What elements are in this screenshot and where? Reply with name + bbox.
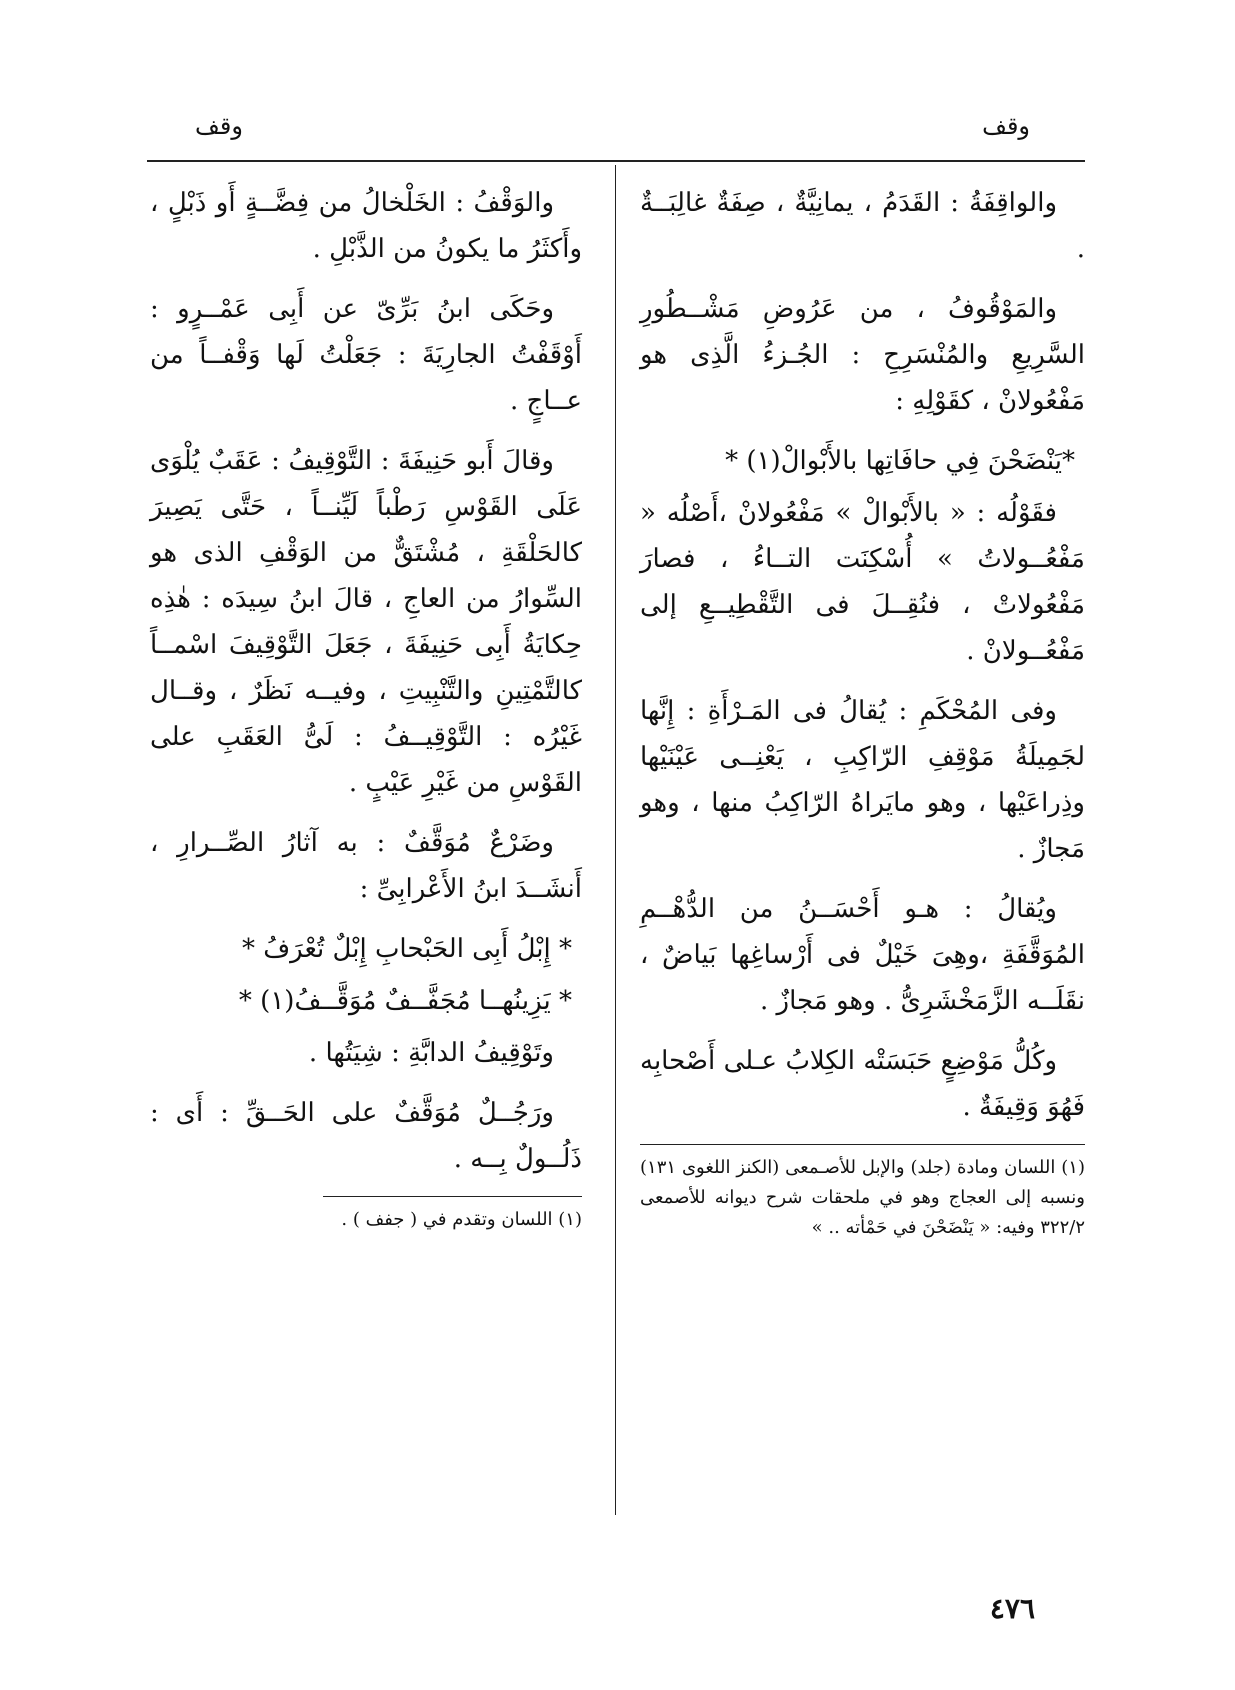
entry-paragraph: وضَرْعٌ مُوَقَّفٌ : به آثارُ الصِّــرارِ ، أَنشَــدَ ابنُ الأَعْرابِىِّ : xyxy=(150,828,582,904)
entry-paragraph: وتَوْقِيفُ الدابَّةِ : شِيَتُها . xyxy=(308,1038,554,1068)
right-column xyxy=(640,180,1085,1243)
entry-paragraph: ورَجُــلٌ مُوَقَّفٌ على الحَــقِّ : أَى : ذَلُــولٌ بِــه . xyxy=(150,1098,582,1174)
left-column xyxy=(150,180,582,1235)
verse-line: *يَنْضَحْنَ فِي حافَاتِها بالأَبْوالْ(١) * xyxy=(725,446,1075,476)
verse-line: * إِبْلُ أَبِى الحَبْحابِ إِبْلٌ تُعْرَفُ * xyxy=(241,934,572,964)
column-divider xyxy=(615,165,616,1515)
footnote-rule xyxy=(640,1144,1085,1145)
entry-paragraph: ويُقالُ : هـو أَحْسَــنُ من الدُّهْــمِ المُوَقَّفَةِ ،وهِىَ خَيْلٌ فى أَرْساغِها بَياضٌ ، نقَلَــه الزَّمَخْشَرِىُّ . وهو مَجازٌ . xyxy=(640,894,1085,1016)
header-rule xyxy=(147,160,1085,162)
entry-paragraph: وقالَ أَبو حَنِيفَةَ : التَّوْقِيفُ : عَقَبٌ يُلْوَى عَلَى القَوْسِ رَطْباً لَيِّنــاً ، حَتَّى يَصِيرَ كالحَلْقَةِ ، مُشْتَقٌّ من الوَقْفِ الذى هو السِّوارُ من العاجِ ، قالَ ابنُ سِيدَه : هٰذِه حِكايَةُ أَبِى حَنِيفَةَ ، جَعَلَ التَّوْقِيفَ اسْمــاً كالتَّمْتِينِ والتَّنْبِيتِ ، وفيــه نَظَرٌ ، وقــال غَيْرُه : التَّوْقِيــفُ : لَىُّ العَقَبِ على القَوْسِ من غَيْرِ عَيْبٍ . xyxy=(150,446,582,798)
entry-paragraph: وكُلُّ مَوْضِعٍ حَبَسَتْه الكِلابُ عـلى أَصْحابِه فَهُوَ وَقِيفَةٌ . xyxy=(640,1046,1085,1122)
entry-paragraph: والوَقْفُ : الخَلْخالُ من فِضَّــةٍ أَو ذَبْلٍ ، وأَكثَرُ ما يكونُ من الذَّبْلِ . xyxy=(150,188,582,264)
entry-paragraph: فقَوْلُه : « بالأَبْوالْ » مَفْعُولانْ ،أَصْلُه « مَفْعُــولاتُ » أُسْكِنَت التــاءُ ، فصارَ مَفْعُولاتْ ، فنُقِــلَ فى التَّقْطِيــعِ إلى مَفْعُــولانْ . xyxy=(640,498,1085,666)
entry-paragraph: وفى المُحْكَمِ : يُقالُ فى المَـرْأَةِ : إِنَّها لجَمِيلَةُ مَوْقِفِ الرّاكِبِ ، يَعْنِــى عَيْنَيْها وذِراعَيْها ، وهو مايَراهُ الرّاكِبُ منها ، وهو مَجازٌ . xyxy=(640,696,1085,864)
footnote: (١) اللسان وتقدم في ( جفف ) . xyxy=(341,1209,582,1230)
running-head-left: وقف xyxy=(195,112,243,140)
footnote-rule xyxy=(323,1196,582,1197)
entry-paragraph: وحَكَى ابنُ بَرِّىّ عن أَبِى عَمْــرٍو : أَوْقَفْتُ الجارِيَةَ : جَعَلْتُ لَها وَقْفــاً من عــاجٍ . xyxy=(150,294,582,416)
entry-paragraph: والمَوْقُوفُ ، من عَرُوضِ مَشْــطُورِ السَّرِيعِ والمُنْسَرِحِ : الجُـزءُ الَّذِى هو مَفْعُولانْ ، كقَوْلِهِ : xyxy=(640,294,1085,416)
page-number: ٤٧٦ xyxy=(989,1592,1035,1625)
running-head-right: وقف xyxy=(982,112,1030,140)
footnote: (١) اللسان ومادة (جلد) والإبل للأصـمعى (الكنز اللغوى ١٣١) ونسبه إلى العجاج وهو في ملحقات شرح ديوانه للأصمعى ٣٢٢/٢ وفيه: « يَنْضَحْنَ في حَمْأته .. » xyxy=(640,1157,1085,1238)
entry-paragraph: والواقِفَةُ : القَدَمُ ، يمانِيَّةٌ ، صِفَةٌ غالِبَــةٌ . xyxy=(640,188,1085,264)
verse-line: * يَزِينُهــا مُجَفَّــفٌ مُوَقَّــفُ(١) * xyxy=(238,986,572,1016)
